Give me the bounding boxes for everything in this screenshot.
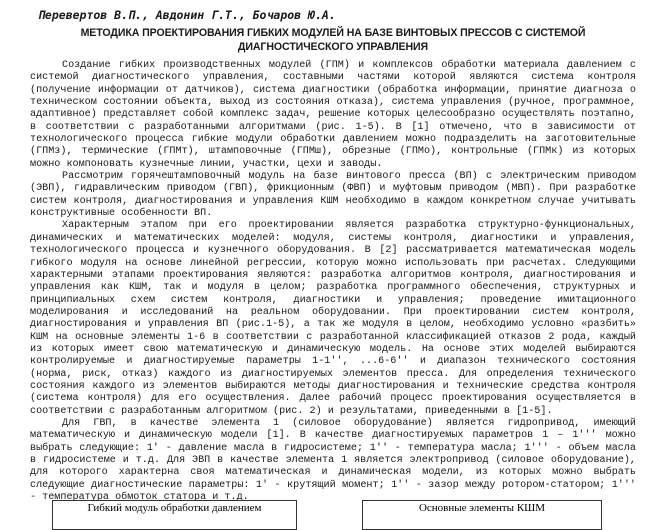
paper-title: МЕТОДИКА ПРОЕКТИРОВАНИЯ ГИБКИХ МОДУЛЕЙ НА БАЗЕ ВИНТОВЫХ ПРЕССОВ С СИСТЕМОЙ ДИАГНОСТИЧЕСКОГО УПРАВЛЕНИЯ <box>80 27 586 53</box>
paragraph-4: Для ГВП, в качестве элемента 1 (силовое оборудование) является гидропривод, имеющий математическую и динамическую модели [1]. В качестве диагностируемых параметров 1 – 1′′′ можно выбрать следующие: 1′ - давление масла в гидросистеме; 1′′ - температура масла; 1′′′ - объем масла в гидросистеме и т.д. Для ЭВП в качестве элемента 1 является электропривод (силовое оборудование), для которого характерна своя математическая и динамическая модели, из которых можно выбрать следующие диагностические параметры: 1′ - крутящий момент; 1′′ - зазор между ротором-статором; 1′′′ - температура обмоток статора и т.д. <box>30 417 636 504</box>
table-flexible-module <box>52 500 297 530</box>
table-ksm-elements-caption: Основные элементы КШМ <box>418 502 546 514</box>
table-ksm-elements <box>362 500 602 530</box>
figure-tables <box>52 500 637 530</box>
table-flexible-module-caption: Гибкий модуль обработки давлением <box>87 502 262 514</box>
authors-line: Перевертов В.П., Авдонин Г.Т., Бочаров Ю.А. <box>38 8 336 22</box>
paragraph-3: Характерным этапом при его проектировании является разработка структурно-функциональных, динамических и математических моделей: модуля, системы контроля, диагностики и управления, технологического процесса и кузнечного оборудования. В [2] рассматривается математическая модель гибкого модуля на основе линейной регрессии, которую можно использовать при расчетах. Следующими характерными этапами проектирования являются: разработка алгоритмов контроля, диагностирования и управления как КШМ, так и модуля в целом; разработка программного обеспечения, структурных и принципиальных схем систем контроля, диагностики и управления; проведение имитационного моделирования и исследований на реальном оборудовании. При проектировании систем контроля, диагностирования и управления ВП (рис.1-5), а так же модуля в целом, необходимо условно «разбить» КШМ на основные элементы 1-6 в соответствии с разработанной классификацией отказов 2 рода, каждый из которых имеет свою математическую и динамическую модель. На основе этих моделей выбираются контролируемые и диагностируемые параметры 1-1′′, ...6-6′′ и диапазон технического состояния (норма, риск, отказ) каждого из диагностируемых элементов пресса. Для определения технического состояния каждого из элементов выбираются методы диагностирования и технические средства контроля (система контроля) для его осуществления. Далее рабочий процесс проектирования осуществляется в соответствии с разработанным алгоритмом (рис. 2) и результатами, приведенными в [1-5]. <box>30 220 636 417</box>
paragraph-2: Рассмотрим горячештамповочный модуль на базе винтового пресса (ВП) с электрическим приводом (ЭВП), гидравлическим приводом (ГВП), фрикционным (ФВП) и муфтовым приводом (МВП). При разработке систем контроля, диагностирования и управления КШМ необходимо в каждом конкретном случае учитывать конструктивные особенности ВП. <box>30 171 636 220</box>
paragraph-1: Создание гибких производственных модулей (ГПМ) и комплексов обработки материала давлением с системой диагностического управления, составными частями которой являются система контроля (получение информации от датчиков), система диагностики (обработка информации, принятие диагноза о техническом состоянии объекта, выход из состояния отказа), система управления (ручное, программное, адаптивное) представляет собой комплекс задач, решение которых целесообразно осуществлять поэтапно, в соответствии с разработанными алгоритмами (рис. 1-5). В [1] отмечено, что в зависимости от технологического процесса гибкие модули обработки давлением можно подразделить на заготовительные (ГПМз), термические (ГПМт), штамповочные (ГПМш), обрезные (ГПМо), контрольные (ГПМк) из которых можно компоновать кузнечные линии, участки, цехи и заводы. <box>30 60 636 170</box>
